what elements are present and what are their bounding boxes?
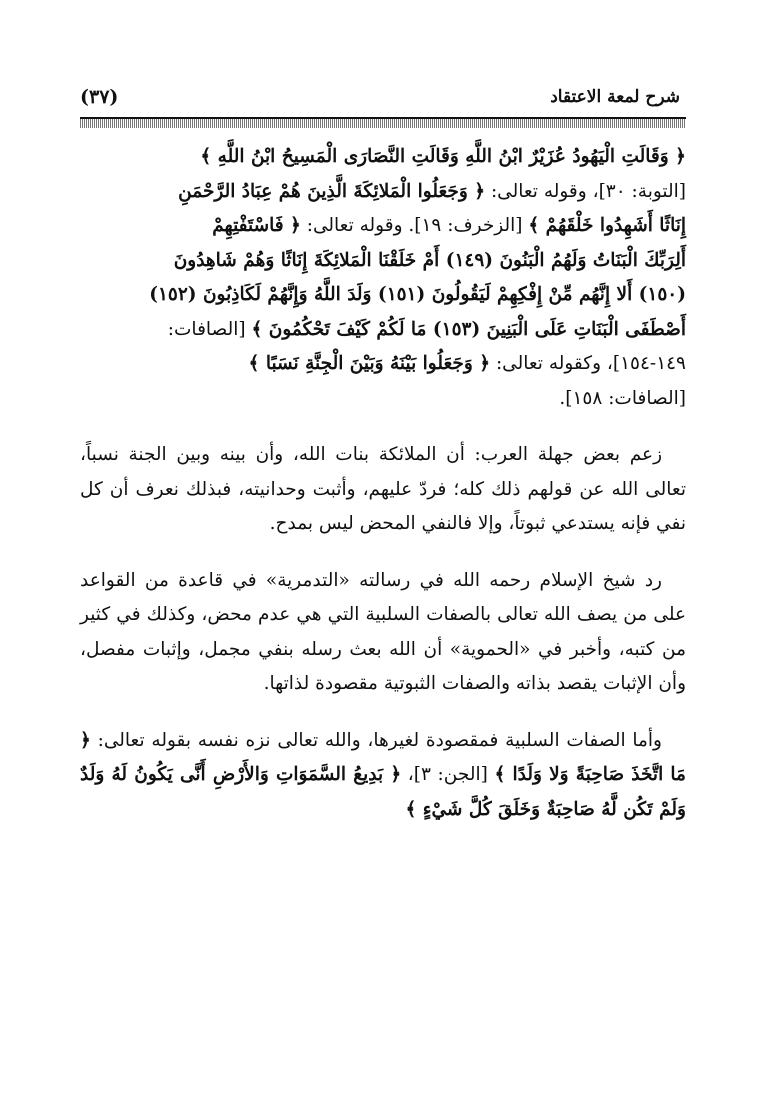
- quote-segment: أَصْطَفَى الْبَنَاتِ عَلَى الْبَنِينَ (١٥٣) مَا لَكُمْ كَيْفَ تَحْكُمُونَ ﴾: [251, 318, 686, 340]
- page-body: [80, 140, 686, 827]
- text-segment: [الجن: ٣]،: [401, 764, 495, 785]
- quote-segment: [الزخرف: ١٩]. وقوله تعالى:: [300, 215, 529, 236]
- quote-segment: ﴿ وَقَالَتِ الْيَهُودُ عُزَيْرٌ ابْنُ اللَّهِ وَقَالَتِ النَّصَارَى الْمَسِيحُ ابْنُ اللَّهِ ﴾: [200, 146, 686, 167]
- quote-segment: إِنَاثًا أَشَهِدُوا خَلْقَهُمْ ﴾: [528, 215, 686, 236]
- running-title: شرح لمعة الاعتقاد: [550, 87, 680, 107]
- quote-line: [80, 209, 686, 244]
- paragraph: رد شيخ الإسلام رحمه الله في رسالته «التدمرية» في قاعدة من القواعد على من يصف الله تعالى بالصفات السلبية التي هي عدم محض، وكذلك في كثير من كتبه، وأخبر في «الحموية» أن الله بعث رسله بنفي مجمل، وإثبات مفصل، وأن الإثبات يقصد بذاته والصفات الثبوتية مقصودة لذاتها.: [80, 569, 686, 694]
- quote-line: [80, 347, 686, 382]
- quote-line: [80, 313, 686, 348]
- quote-segment: أَلِرَبِّكَ الْبَنَاتُ وَلَهُمُ الْبَنُونَ (١٤٩) أَمْ خَلَقْنَا الْمَلائِكَةَ إِنَاثًا وَهُمْ شَاهِدُونَ: [173, 249, 686, 271]
- verse-segment: ﴿ بَدِيعُ السَّمَوَاتِ وَالأَرْضِ أَنَّى يَكُونُ لَهُ وَلَدٌ وَلَمْ تَكُن لَّهُ صَاحِبَةٌ وَخَلَقَ كُلَّ شَيْءٍ ﴾: [80, 764, 686, 820]
- quote-line: [80, 382, 686, 417]
- page-header: [80, 82, 680, 112]
- quote-line: [80, 175, 686, 210]
- quote-line: [80, 278, 686, 313]
- header-rule: [80, 117, 686, 128]
- verse-segment: ﴿ مَا اتَّخَذَ صَاحِبَةً وَلا وَلَدًا ﴾: [80, 729, 686, 785]
- quote-segment: [الصافات: ١٥٨].: [559, 387, 686, 409]
- quote-segment: ﴿ فَاسْتَفْتِهِمْ: [212, 215, 301, 236]
- text-segment: وأما الصفات السلبية فمقصودة لغيرها، والله تعالى نزه نفسه بقوله تعالى:: [90, 729, 662, 751]
- quote-block: [80, 140, 686, 416]
- quote-segment: [الصافات:: [167, 318, 252, 340]
- quote-segment: ﴿ وَجَعَلُوا الْمَلائِكَةَ الَّذِينَ هُمْ عِبَادُ الرَّحْمَنِ: [178, 180, 486, 202]
- quote-segment: ١٤٩-١٥٤]، وكقوله تعالى:: [490, 353, 686, 374]
- paragraph: زعم بعض جهلة العرب: أن الملائكة بنات الله، وأن بينه وبين الجنة نسباً، تعالى الله عن قولهم ذلك كله؛ فردّ عليهم، وأثبت وحدانيته، فبذلك نعرف أن كل نفي فإنه يستدعي ثبوتاً، وإلا فالنفي المحض ليس بمدح.: [80, 444, 686, 534]
- quote-line: [80, 140, 686, 175]
- quote-segment: [التوبة: ٣٠]، وقوله تعالى:: [485, 180, 686, 202]
- paragraph: [80, 724, 686, 828]
- page-number: (٣٧): [80, 86, 119, 108]
- quote-segment: (١٥٠) أَلا إِنَّهُم مِّنْ إِفْكِهِمْ لَيَقُولُونَ (١٥١) وَلَدَ اللَّهُ وَإِنَّهُمْ لَكَاذِبُونَ (١٥٢): [149, 284, 686, 305]
- quote-line: [80, 244, 686, 279]
- quote-segment: ﴿ وَجَعَلُوا بَيْنَهُ وَبَيْنَ الْجِنَّةِ نَسَبًا ﴾: [248, 353, 491, 374]
